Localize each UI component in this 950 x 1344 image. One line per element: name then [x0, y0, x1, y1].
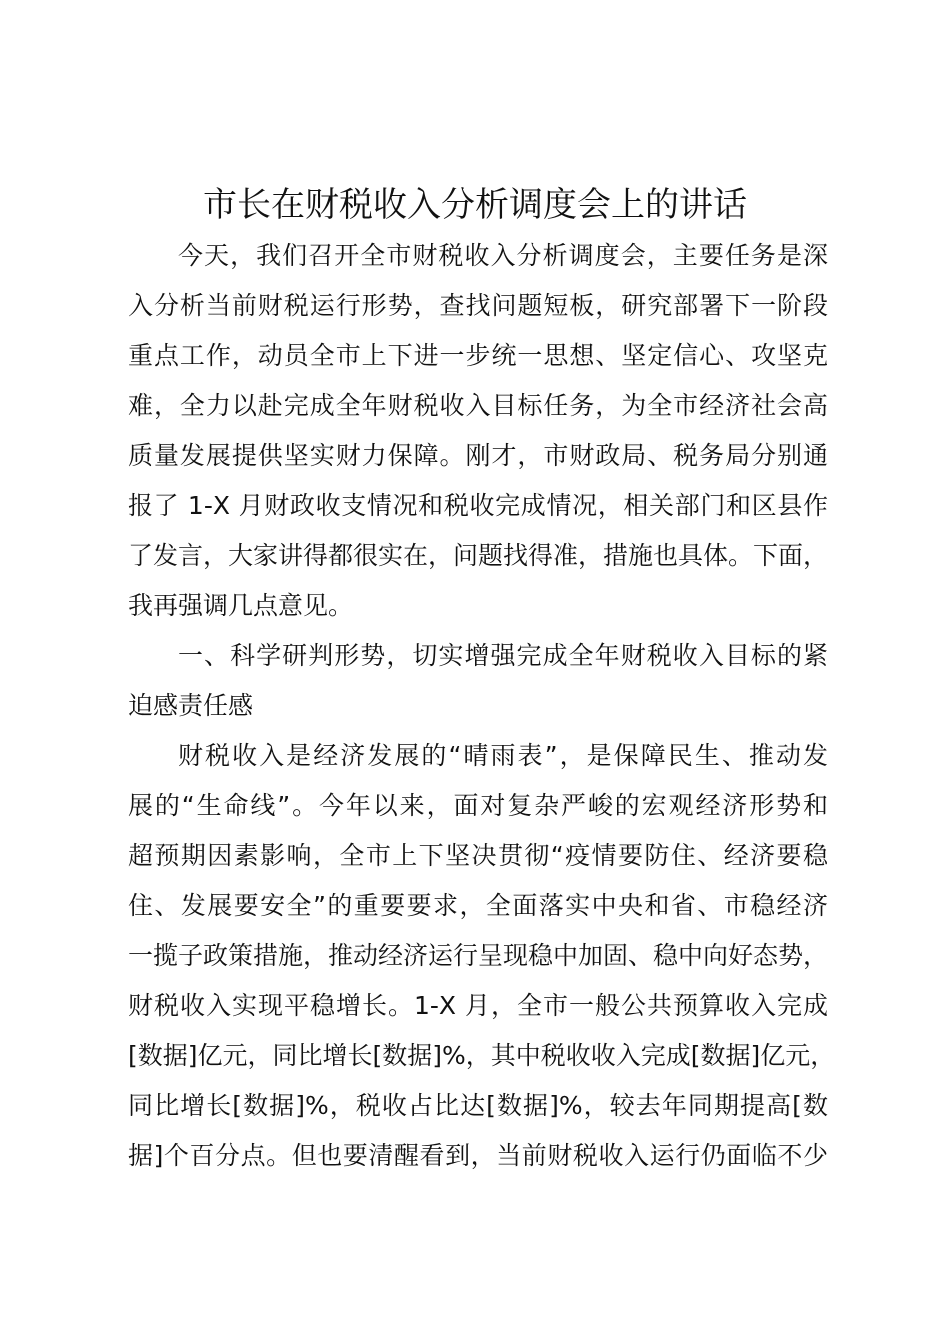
- paragraph-line: 了发言，大家讲得都很实在，问题找得准，措施也具体。下面，: [128, 541, 829, 570]
- paragraph-line: 难，全力以赴完成全年财税收入目标任务，为全市经济社会高: [128, 391, 828, 420]
- paragraph-line: 我再强调几点意见。: [128, 591, 354, 620]
- section-heading-line: 一、科学研判形势，切实增强完成全年财税收入目标的紧: [178, 641, 828, 670]
- paragraph-line: 重点工作，动员全市上下进一步统一思想、坚定信心、攻坚克: [128, 341, 828, 370]
- paragraph-line: 报了 1-X 月财政收支情况和税收完成情况，相关部门和区县作: [128, 491, 828, 520]
- paragraph-line: 据]个百分点。但也要清醒看到，当前财税收入运行仍面临不少: [128, 1141, 828, 1170]
- paragraph-line: 财税收入实现平稳增长。1-X 月，全市一般公共预算收入完成: [128, 991, 828, 1020]
- paragraph-line: 同比增长[数据]%，税收占比达[数据]%，较去年同期提高[数: [128, 1091, 828, 1120]
- paragraph-line: 今天，我们召开全市财税收入分析调度会，主要任务是深: [178, 241, 828, 270]
- paragraph-line: [数据]亿元，同比增长[数据]%，其中税收收入完成[数据]亿元，: [128, 1041, 836, 1070]
- paragraph-line: 展的“生命线”。今年以来，面对复杂严峻的宏观经济形势和: [128, 791, 828, 820]
- section-heading-line: 迫感责任感: [128, 691, 254, 720]
- paragraph-line: 超预期因素影响，全市上下坚决贯彻“疫情要防住、经济要稳: [128, 841, 828, 870]
- paragraph-line: 住、发展要安全”的重要要求，全面落实中央和省、市稳经济: [128, 891, 828, 920]
- paragraph-line: 一揽子政策措施，推动经济运行呈现稳中加固、稳中向好态势，: [128, 941, 829, 970]
- document-title: 市长在财税收入分析调度会上的讲话: [203, 185, 747, 225]
- paragraph-line: 质量发展提供坚实财力保障。刚才，市财政局、税务局分别通: [128, 441, 828, 470]
- paragraph-line: 财税收入是经济发展的“晴雨表”，是保障民生、推动发: [178, 741, 828, 770]
- paragraph-line: 入分析当前财税运行形势，查找问题短板，研究部署下一阶段: [128, 291, 828, 320]
